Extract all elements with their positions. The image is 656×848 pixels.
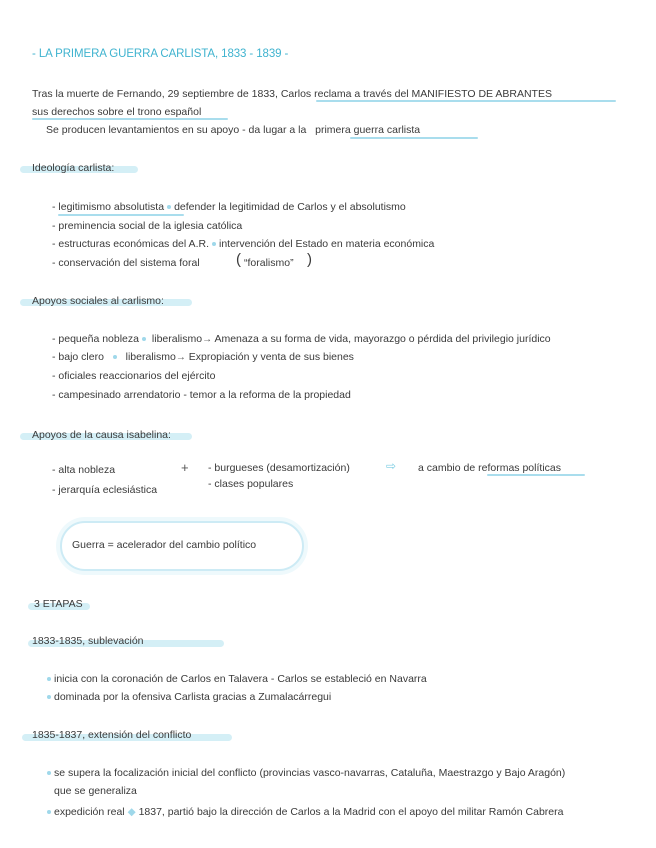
bullet-dot-icon [47, 771, 51, 775]
carlismo-item-1 [52, 332, 551, 347]
period-2-item-2-key: expedición real [54, 806, 125, 818]
carlismo-item-2-pre: - bajo clero [52, 351, 104, 363]
bullet-dot-icon [113, 355, 117, 359]
ideologia-item-4-paren: “foralismo” [244, 257, 294, 269]
isabelina-left-2: - jerarquía eclesiástica [52, 484, 158, 496]
bullet-dot-icon [47, 677, 51, 681]
period-1-item-2 [44, 690, 331, 704]
carlismo-item-3: - oficiales reaccionarios del ejército [52, 370, 216, 382]
paren-close: ) [307, 251, 312, 268]
ideologia-item-4 [52, 256, 200, 270]
ideologia-item-3-text: intervención del Estado en materia económica [218, 238, 435, 250]
period-2-heading: 1835-1837, extensión del conflicto [32, 729, 192, 741]
intro-line-1-post: Carlos reclama a través del MANIFIESTO DE ABRANTES [280, 88, 552, 100]
period-1-item-1-text: inicia con la coronación de Carlos en Talavera - Carlos se estableció en Navarra [54, 673, 427, 685]
bullet-dot-icon [47, 695, 51, 699]
bullet-dot-icon [167, 205, 171, 209]
isabelina-left-1: - alta nobleza [52, 464, 116, 476]
cloud-callout-text: Guerra = acelerador del cambio político [72, 539, 257, 551]
page-title: - LA PRIMERA GUERRA CARLISTA, 1833 - 1839 - [32, 48, 289, 60]
ideologia-item-3 [52, 237, 434, 251]
etapas-heading: 3 ETAPAS [34, 598, 83, 610]
isabelina-result [418, 461, 561, 475]
period-2-item-2 [44, 805, 563, 819]
outline-arrow-icon: ⇨ [386, 459, 397, 473]
ideologia-item-1-dash: - [52, 201, 59, 213]
ideologia-item-1-key: legitimismo absolutista [58, 201, 165, 213]
period-2-item-1 [44, 766, 565, 780]
intro-line-1 [32, 87, 552, 101]
ideologia-item-1-text: defender la legitimidad de Carlos y el absolutismo [174, 201, 406, 213]
paren-open: ( [236, 251, 241, 268]
bullet-dot-icon [212, 242, 216, 246]
carlismo-item-2-text: Expropiación y venta de sus bienes [188, 351, 354, 363]
period-2-item-1-cont: que se generaliza [54, 785, 137, 797]
carlismo-item-1-text: Amenaza a su forma de vida, mayorazgo o pérdida del privilegio jurídico [214, 333, 551, 345]
intro-line-1-pre: Tras la muerte de Fernando, 29 septiembre de 1833, [32, 88, 278, 100]
period-1-item-2-text: dominada por la ofensiva Carlista gracias a Zumalacárregui [54, 691, 332, 703]
intro-line-3 [46, 123, 420, 137]
arrow-right-icon: → [175, 352, 186, 363]
period-2-item-2-text: 1837, partió bajo la dirección de Carlos a la Madrid con el apoyo del militar Ramón Cabrera [138, 806, 564, 818]
carlismo-item-2 [52, 350, 354, 365]
intro-line-3-link: primera guerra carlista [315, 124, 421, 136]
period-1-item-1 [44, 672, 427, 686]
carlismo-item-1-pre: - pequeña nobleza [52, 333, 139, 345]
arrow-right-icon: → [202, 334, 213, 345]
isabelina-result-key: reformas políticas [478, 462, 561, 474]
ideologia-item-3-pre: - estructuras económicas del A.R. [52, 238, 209, 250]
diamond-icon: ◆ [127, 806, 136, 818]
isabelina-right-2: - clases populares [208, 478, 294, 490]
ideologia-item-2: - preminencia social de la iglesia católica [52, 220, 243, 232]
carlismo-item-1-mid: liberalismo [151, 333, 203, 345]
underline-primera-guerra [350, 137, 478, 139]
isabelina-right-1: - burgueses (desamortización) [208, 462, 350, 474]
ideologia-heading: Ideología carlista: [32, 162, 115, 174]
period-1-heading: 1833-1835, sublevación [32, 635, 144, 647]
carlismo-item-2-mid: liberalismo [125, 351, 176, 363]
isabelina-result-pre: a cambio de [418, 462, 476, 474]
apoyos-carlismo-heading: Apoyos sociales al carlismo: [32, 295, 164, 307]
ideologia-item-1 [52, 200, 406, 214]
period-2-item-1-text: se supera la focalización inicial del conflicto (provincias vasco-navarras, Cataluña, Maestrazgo y Bajo Aragón) [54, 767, 566, 779]
intro-line-3-pre: Se producen levantamientos en su apoyo - da lugar a la [46, 124, 307, 136]
intro-line-2: sus derechos sobre el trono español [32, 106, 202, 118]
underline-legitimismo [58, 214, 184, 216]
bullet-dot-icon [47, 810, 51, 814]
bullet-dot-icon [142, 337, 146, 341]
ideologia-item-4-pre: - conservación del sistema foral [52, 257, 200, 269]
plus-icon: + [181, 460, 189, 475]
carlismo-item-4: - campesinado arrendatorio - temor a la reforma de la propiedad [52, 389, 351, 401]
apoyos-isabelina-heading: Apoyos de la causa isabelina: [32, 429, 171, 441]
